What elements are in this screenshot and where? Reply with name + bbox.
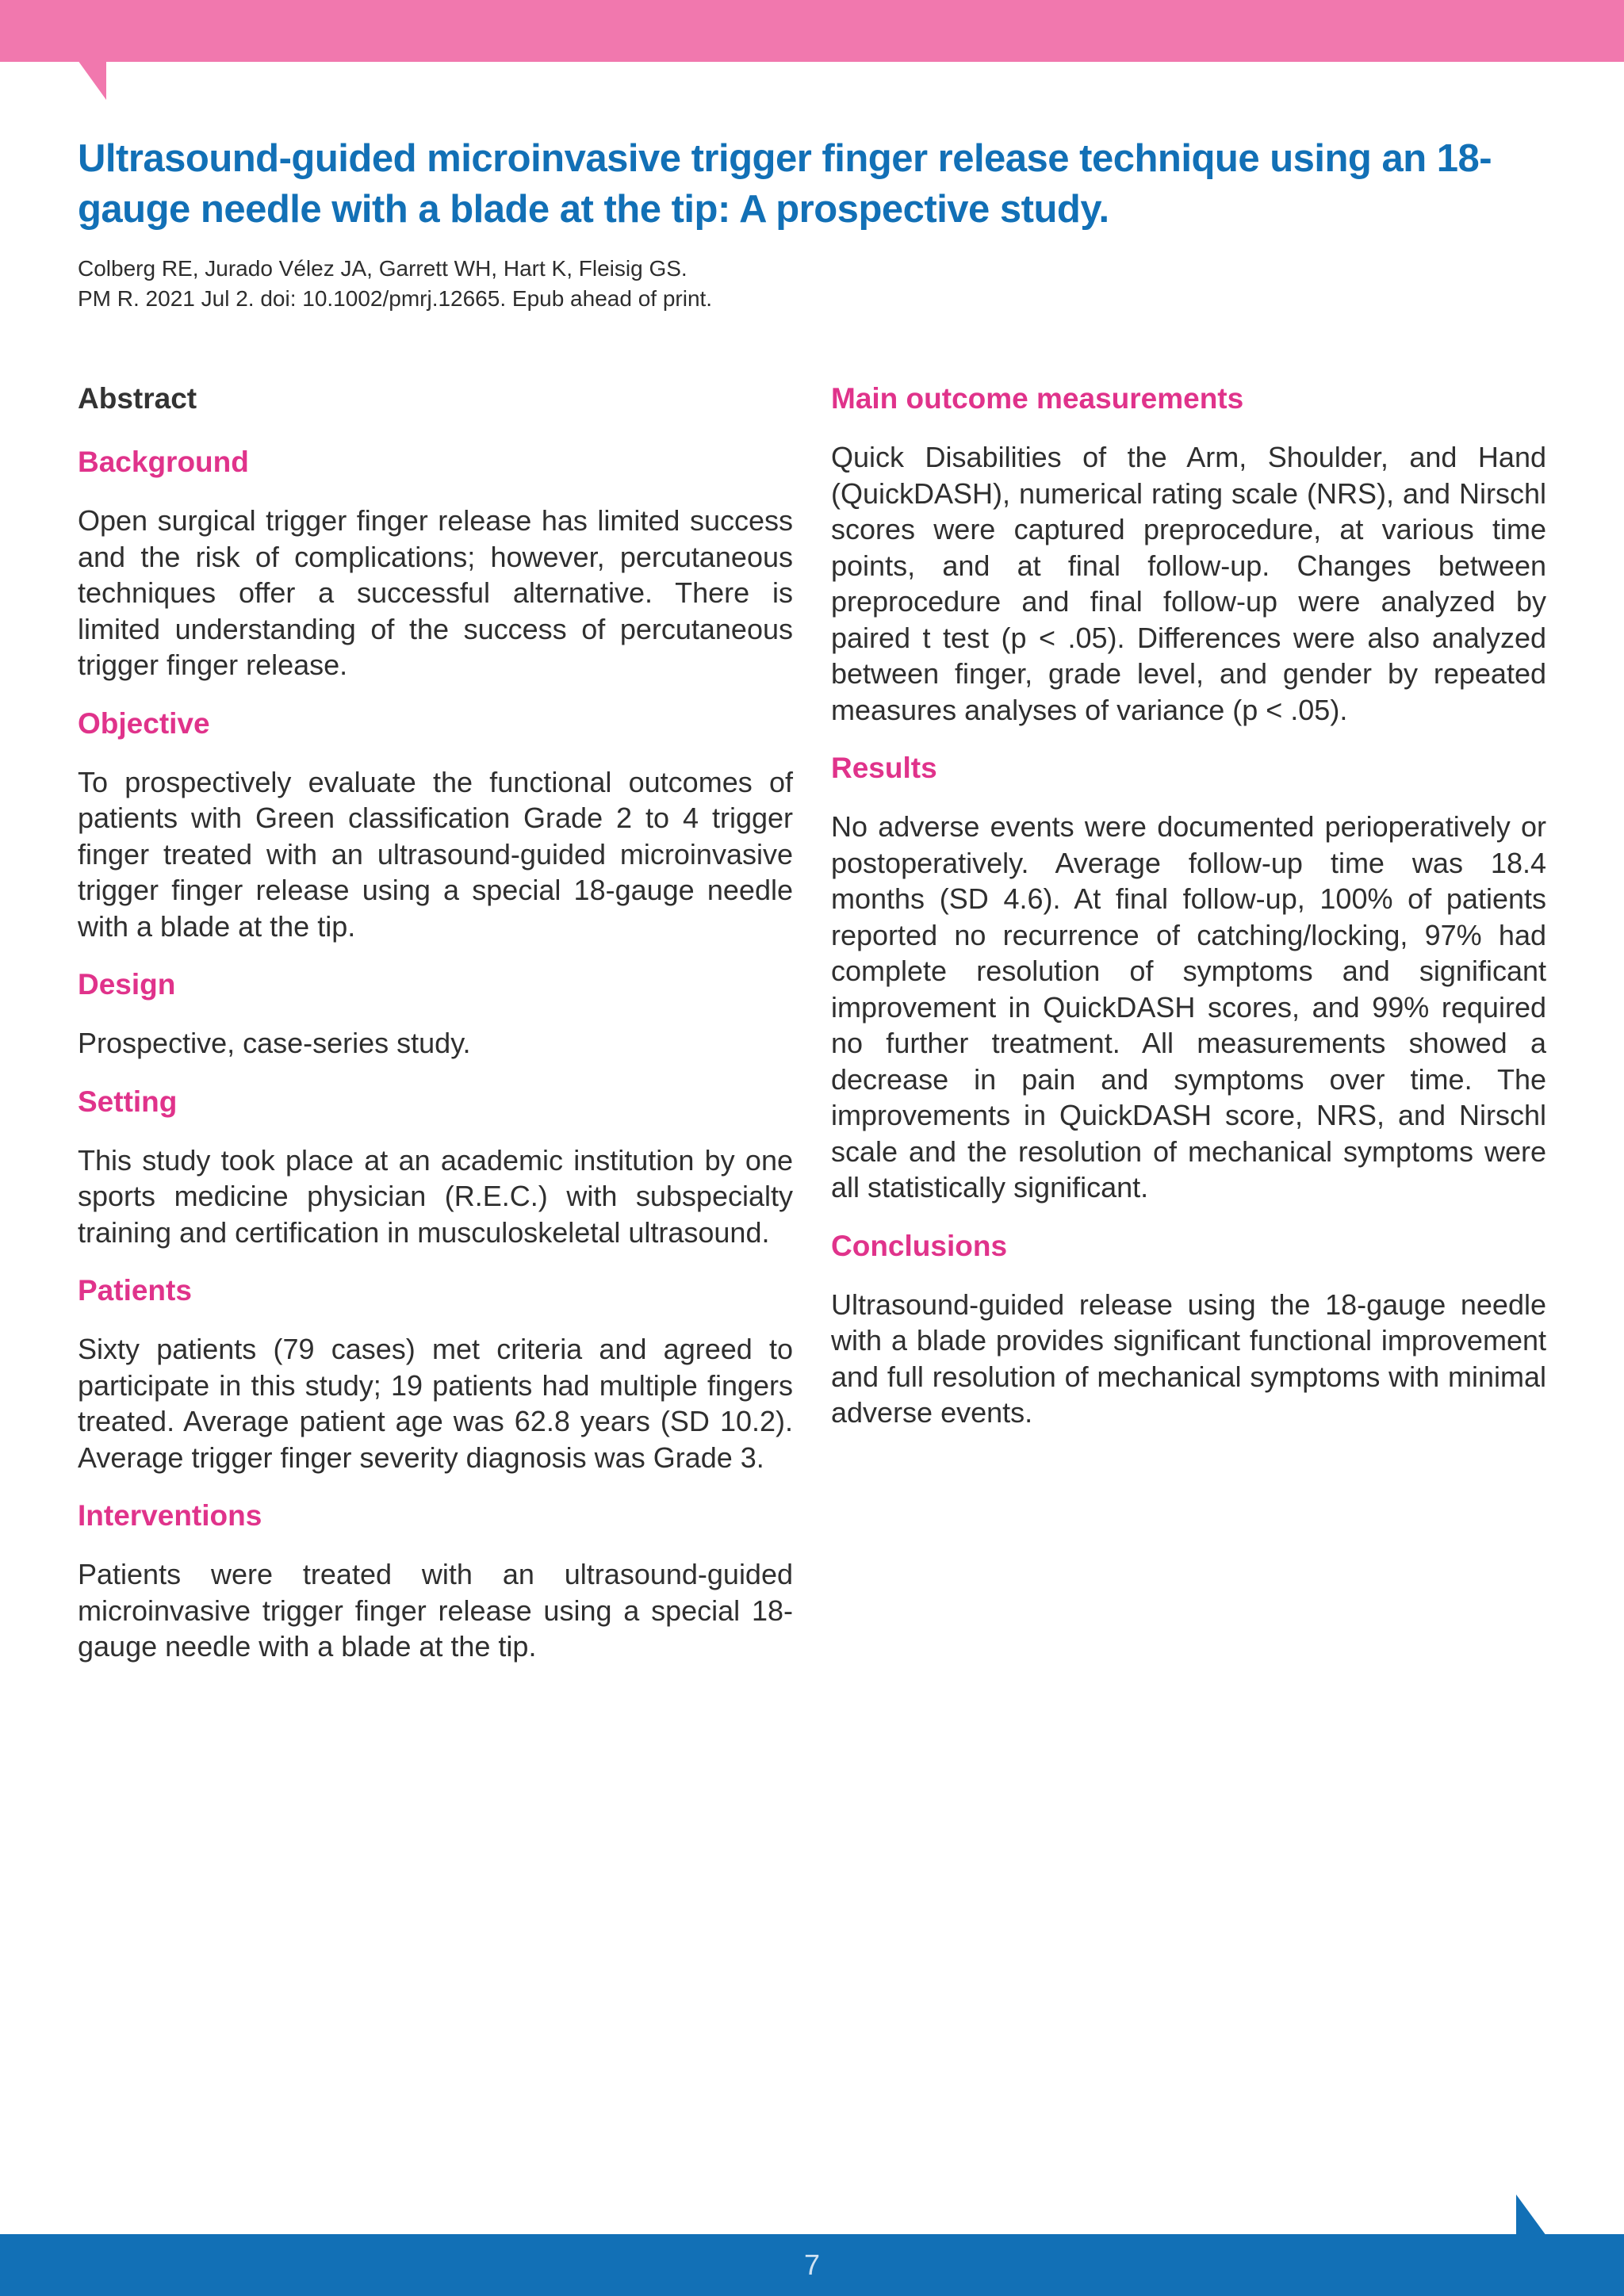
design-text: Prospective, case-series study. xyxy=(78,1027,471,1059)
main-outcome-text: Quick Disabilities of the Arm, Shoulder, and Hand (QuickDASH), numerical rating scale (NRS), and Nirschl scores were captured preprocedure, at various time points, and at final follow-up. Changes between preprocedure and final follow-up were analyzed by paired t test (p < .05). Differences were also analyzed between finger, grade level, and gender by repeated measures analyses of variance (p < .05). xyxy=(831,441,1546,726)
abstract-heading: Abstract xyxy=(78,382,197,415)
citation xyxy=(78,254,1109,314)
conclusions-text: Ultrasound-guided release using the 18-gauge needle with a blade provides significant functional improvement and full resolution of mechanical symptoms with minimal adverse events. xyxy=(831,1288,1546,1429)
background-text: Open surgical trigger finger release has limited success and the risk of complications; however, percutaneous techniques offer a successful alternative. There is limited understanding of the success of percutaneous trigger finger release. xyxy=(78,504,793,681)
setting-text: This study took place at an academic institution by one sports medicine physician (R.E.C.) with subspecialty training and certification in musculoskeletal ultrasound. xyxy=(78,1143,793,1249)
background-heading: Background xyxy=(78,446,249,478)
left-column xyxy=(78,376,793,1682)
footer-tab-decoration xyxy=(1516,2195,1546,2236)
results-text: No adverse events were documented perioperatively or postoperatively. Average follow-up time was 18.4 months (SD 4.6). At final follow-up, 100% of patients reported no recurrence of catching/locking, 97% had complete resolution of symptoms and significant improvement in QuickDASH scores, and 99% required no further treatment. All measurements showed a decrease in pain and symptoms over time. The improvements in QuickDASH score, NRS, and Nirschl scale and the resolution of mechanical symptoms were all statistically significant. xyxy=(831,810,1546,1203)
main-outcome-heading: Main outcome measurements xyxy=(831,382,1244,415)
article-title: Ultrasound-guided microinvasive trigger finger release technique using an 18-gauge needle with a blade at the tip: A prospective study. xyxy=(78,137,1492,231)
objective-heading: Objective xyxy=(78,706,210,740)
journal-reference: PM R. 2021 Jul 2. doi: 10.1002/pmrj.12665. Epub ahead of print. xyxy=(78,286,713,311)
setting-heading: Setting xyxy=(78,1085,178,1118)
interventions-heading: Interventions xyxy=(78,1499,262,1532)
header-tab-decoration xyxy=(78,60,106,100)
design-heading: Design xyxy=(78,968,176,1001)
page-number: 7 xyxy=(803,2248,821,2281)
results-heading: Results xyxy=(831,752,937,784)
interventions-text: Patients were treated with an ultrasound-guided microinvasive trigger finger release using a special 18-gauge needle with a blade at the tip. xyxy=(78,1558,793,1663)
patients-text: Sixty patients (79 cases) met criteria and agreed to participate in this study; 19 patients had multiple fingers treated. Average patient age was 62.8 years (SD 10.2). Average trigger finger severity diagnosis was Grade 3. xyxy=(78,1333,793,1474)
header-band xyxy=(0,0,1624,62)
patients-heading: Patients xyxy=(78,1274,192,1307)
objective-text: To prospectively evaluate the functional outcomes of patients with Green classification Grade 2 to 4 trigger finger treated with an ultrasound-guided microinvasive trigger finger release using a special 18-gauge needle with a blade at the tip. xyxy=(78,765,793,943)
authors: Colberg RE, Jurado Vélez JA, Garrett WH, Hart K, Fleisig GS. xyxy=(78,256,688,281)
conclusions-heading: Conclusions xyxy=(831,1229,1008,1262)
right-column xyxy=(831,376,1546,1448)
